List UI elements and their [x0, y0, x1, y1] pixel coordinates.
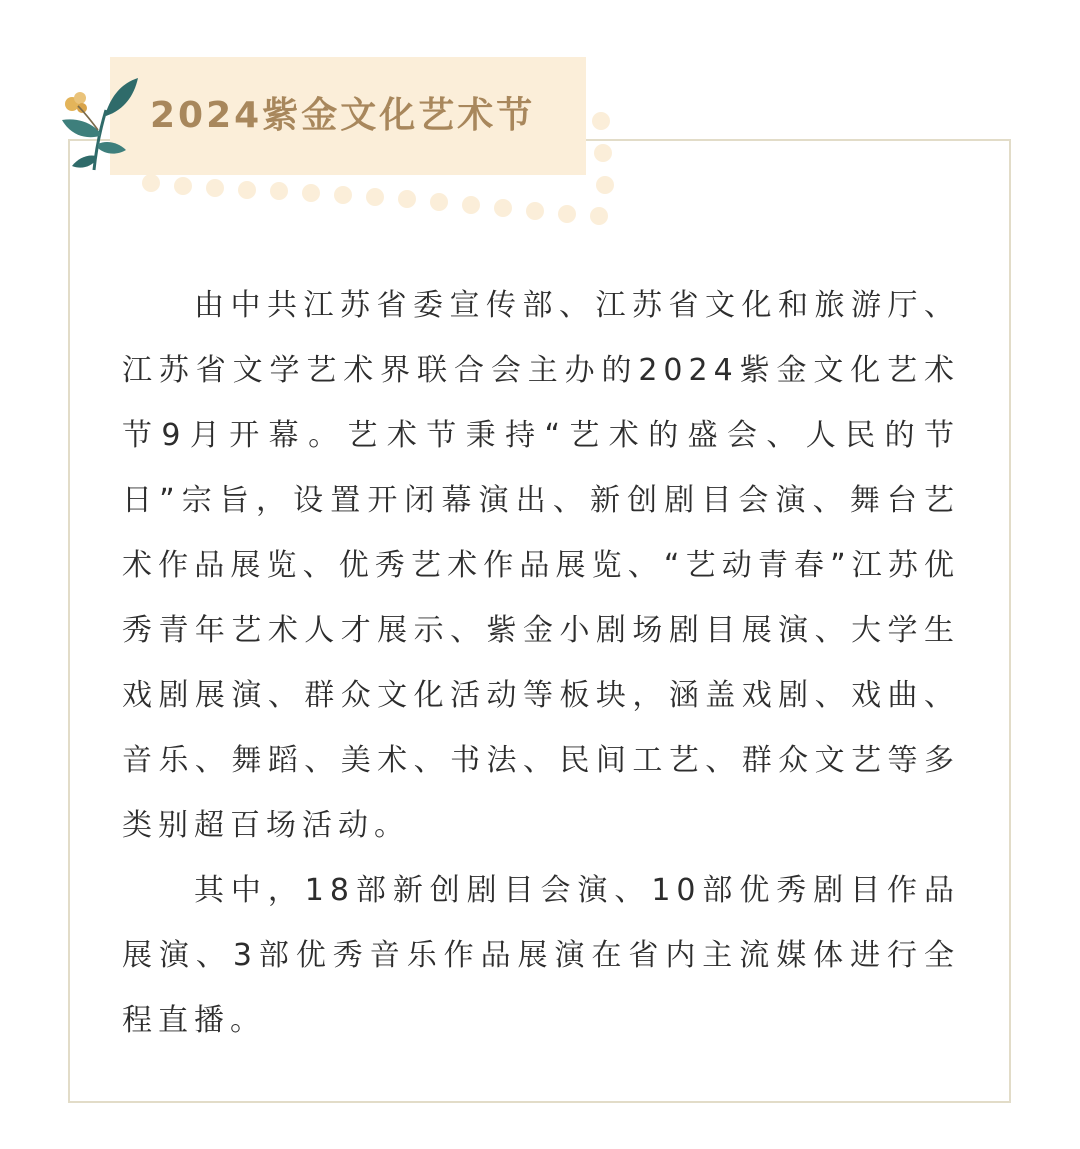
leaf-sprig-icon: [54, 70, 144, 180]
section-title: 2024紫金文化艺术节: [150, 95, 536, 136]
article-paragraph: 由中共江苏省委宣传部、江苏省文化和旅游厅、江苏省文学艺术界联合会主办的2024紫金文化艺术节9月开幕。艺术节秉持“艺术的盛会、人民的节日”宗旨，设置开闭幕演出、新创剧目会演、舞台艺术作品展览、优秀艺术作品展览、“艺动青春”江苏优秀青年艺术人才展示、紫金小剧场剧目展演、大学生戏剧展演、群众文化活动等板块，涵盖戏剧、戏曲、音乐、舞蹈、美术、书法、民间工艺、群众文艺等多类别超百场活动。: [122, 288, 960, 843]
article-body: [122, 273, 960, 1053]
article-paragraph: 其中，18部新创剧目会演、10部优秀剧目作品展演、3部优秀音乐作品展演在省内主流媒体进行全程直播。: [122, 873, 960, 1038]
